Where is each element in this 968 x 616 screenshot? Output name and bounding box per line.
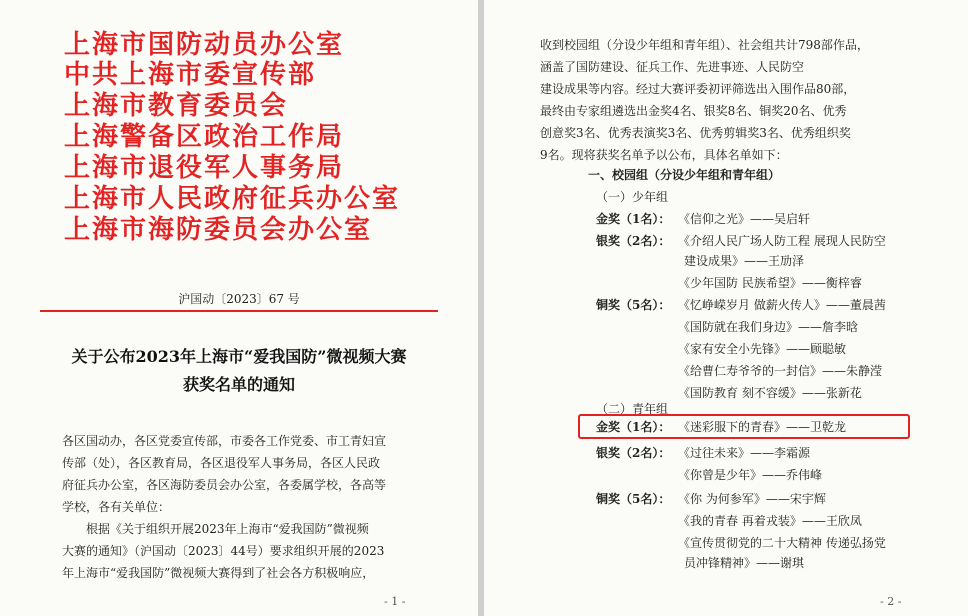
page-number-2: - 2 - bbox=[880, 595, 902, 608]
youth-bronze-entry: 《宣传贯彻党的二十大精神 传递弘扬党 bbox=[678, 536, 886, 550]
junior-bronze-entry: 《家有安全小先锋》——顾聪敏 bbox=[678, 342, 847, 356]
junior-bronze-label: 铜奖（5名）： bbox=[596, 298, 671, 312]
junior-bronze-entry: 《给曹仁寿爷爷的一封信》——朱静滢 bbox=[678, 364, 883, 378]
intro-line: 涵盖了国防建设、征兵工作、先进事迹、人民防空 bbox=[540, 60, 805, 74]
youth-silver-label: 银奖（2名）： bbox=[596, 446, 671, 460]
body-line: 年上海市“爱我国防”微视频大赛得到了社会各方积极响应， bbox=[62, 566, 375, 580]
body-line: 根据《关于组织开展2023年上海市“爱我国防”微视频 bbox=[62, 522, 369, 536]
issuing-org-4: 上海警备区政治工作局 bbox=[64, 122, 345, 152]
intro-line: 建设成果等内容。经过大赛评委初评筛选出入围作品80部， bbox=[540, 82, 856, 96]
junior-silver-entry: 《少年国防 民族希望》——衡梓睿 bbox=[678, 276, 862, 290]
body-line: 大赛的通知》（沪国动〔2023〕44号）要求组织开展的2023 bbox=[62, 544, 385, 558]
junior-gold-label: 金奖（1名）： bbox=[596, 212, 671, 226]
body-line: 各区国动办，各区党委宣传部，市委各工作党委、市工青妇宣 bbox=[62, 434, 387, 448]
junior-gold-entry: 《信仰之光》——吴启轩 bbox=[678, 212, 811, 226]
junior-silver-entry-cont: 建设成果》——王劢泽 bbox=[684, 254, 805, 268]
intro-line: 最终由专家组遴选出金奖4名、银奖8名、铜奖20名、优秀 bbox=[540, 104, 847, 118]
section-heading-campus: 一、校园组（分设少年组和青年组） bbox=[588, 168, 781, 182]
issuing-org-5: 上海市退役军人事务局 bbox=[64, 153, 345, 183]
subsection-youth: （二）青年组 bbox=[596, 402, 669, 416]
issuing-org-3: 上海市教育委员会 bbox=[64, 91, 289, 121]
youth-gold-entry: 《迷彩服下的青春》——卫乾龙 bbox=[678, 420, 847, 434]
body-line: 府征兵办公室，各区海防委员会办公室，各委属学校，各高等 bbox=[62, 478, 387, 492]
issuing-org-1: 上海市国防动员办公室 bbox=[64, 30, 345, 60]
junior-bronze-entry: 《国防就在我们身边》——詹李晗 bbox=[678, 320, 859, 334]
intro-line: 收到校园组（分设少年组和青年组）、社会组共计798部作品， bbox=[540, 38, 869, 52]
issuing-org-6: 上海市人民政府征兵办公室 bbox=[64, 184, 401, 214]
youth-bronze-entry: 《你 为何参军》——宋宇辉 bbox=[678, 492, 826, 506]
youth-bronze-entry-cont: 员冲锋精神》——谢琪 bbox=[684, 556, 805, 570]
youth-silver-entry: 《你曾是少年》——乔伟峰 bbox=[678, 468, 823, 482]
junior-bronze-entry: 《国防教育 刻不容缓》——张新花 bbox=[678, 386, 862, 400]
youth-bronze-entry: 《我的青春 再着戎装》——王欣凤 bbox=[678, 514, 862, 528]
junior-silver-label: 银奖（2名）： bbox=[596, 234, 671, 248]
subsection-junior: （一）少年组 bbox=[596, 190, 669, 204]
youth-silver-entry: 《过往未来》——李霜源 bbox=[678, 446, 811, 460]
red-divider-line bbox=[40, 310, 438, 312]
notice-title-line-2: 获奖名单的通知 bbox=[182, 375, 295, 394]
youth-gold-label: 金奖（1名）： bbox=[596, 420, 671, 434]
intro-line: 9名。现将获奖名单予以公布，具体名单如下： bbox=[540, 148, 788, 162]
body-line: 传部（处），各区教育局，各区退役军人事务局，各区人民政 bbox=[62, 456, 381, 470]
youth-bronze-label: 铜奖（5名）： bbox=[596, 492, 671, 506]
page-number: - 1 - bbox=[384, 595, 406, 608]
issuing-org-7: 上海市海防委员会办公室 bbox=[64, 215, 373, 245]
junior-silver-entry: 《介绍人民广场人防工程 展现人民防空 bbox=[678, 234, 886, 248]
document-number: 沪国动〔2023〕67 号 bbox=[178, 292, 300, 306]
body-line: 学校，各有关单位： bbox=[62, 500, 171, 514]
document-page-1 bbox=[0, 0, 478, 616]
intro-line: 创意奖3名、优秀表演奖3名、优秀剪辑奖3名、优秀组织奖 bbox=[540, 126, 851, 140]
junior-bronze-entry: 《忆峥嵘岁月 做薪火传人》——董晨茜 bbox=[678, 298, 886, 312]
issuing-org-2: 中共上海市委宣传部 bbox=[64, 60, 317, 90]
notice-title-line-1: 关于公布2023年上海市“爱我国防”微视频大赛 bbox=[71, 347, 407, 366]
